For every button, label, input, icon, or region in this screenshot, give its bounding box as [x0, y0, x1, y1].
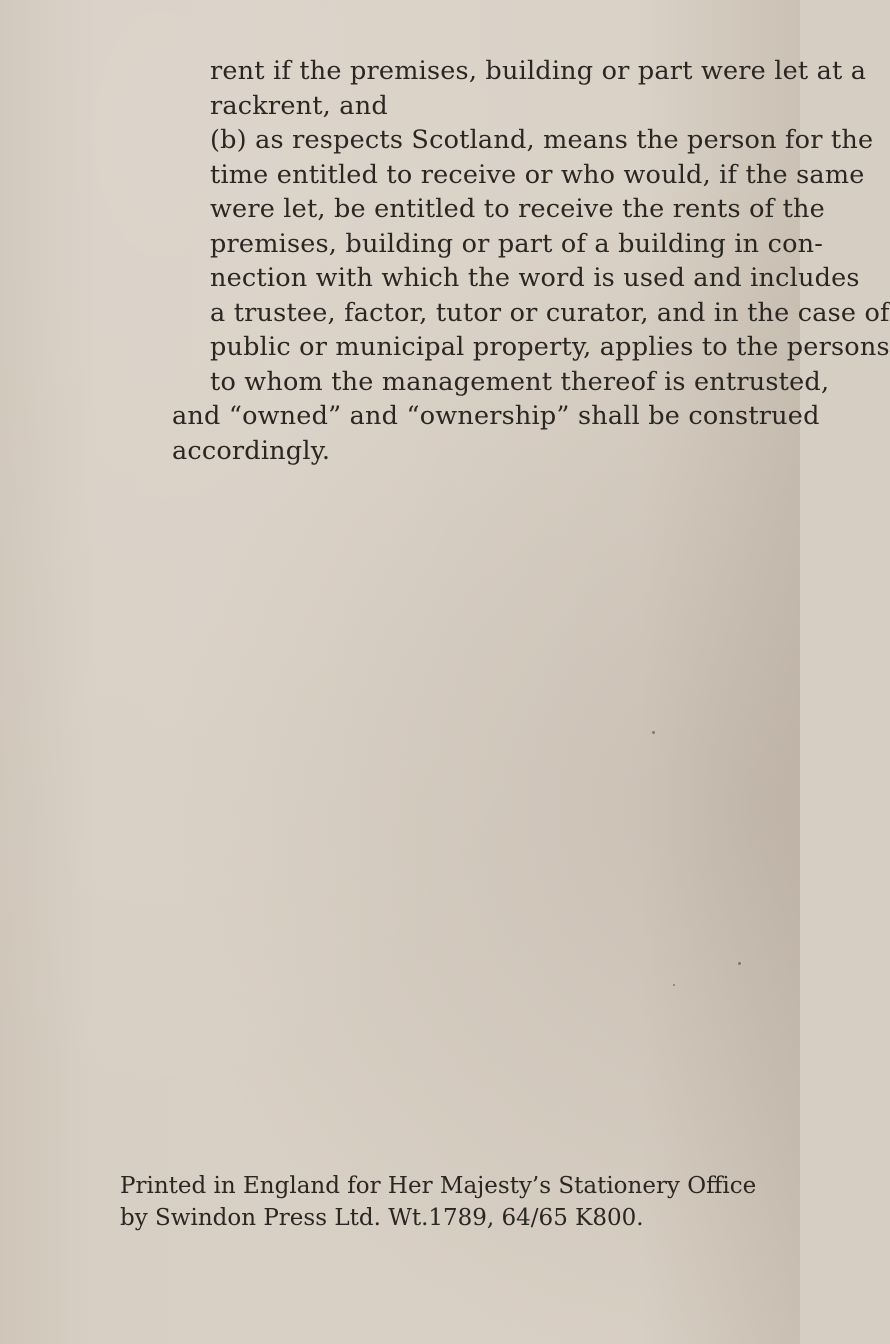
imprint-line-2: by Swindon Press Ltd. Wt.1789, 64/65 K800.	[120, 1205, 644, 1231]
paper-speck	[738, 962, 741, 965]
body-line-1: rent if the premises, building or part were let at a	[210, 56, 867, 86]
body-line-4: time entitled to receive or who would, if the same	[210, 159, 865, 190]
body-line-2: rackrent, and	[210, 90, 388, 121]
paper-speck	[673, 984, 675, 986]
body-line-11: and “owned” and “ownership” shall be construed	[172, 401, 820, 431]
body-line-5: were let, be entitled to receive the rents of the	[210, 194, 825, 224]
body-line-9: public or municipal property, applies to the persons	[210, 332, 890, 362]
body-line-3: (b) as respects Scotland, means the person for the	[210, 125, 874, 155]
document-body-text	[172, 54, 890, 468]
printer-imprint	[120, 1170, 757, 1234]
body-line-7: nection with which the word is used and includes	[210, 263, 860, 293]
body-line-12: accordingly.	[172, 435, 331, 466]
imprint-line-1: Printed in England for Her Majesty’s Stationery Office	[120, 1173, 757, 1199]
body-line-10: to whom the management thereof is entrusted,	[210, 366, 830, 397]
paper-speck	[652, 731, 655, 734]
body-line-6: premises, building or part of a building in con-	[210, 228, 824, 259]
body-line-8: a trustee, factor, tutor or curator, and in the case of	[210, 297, 890, 328]
